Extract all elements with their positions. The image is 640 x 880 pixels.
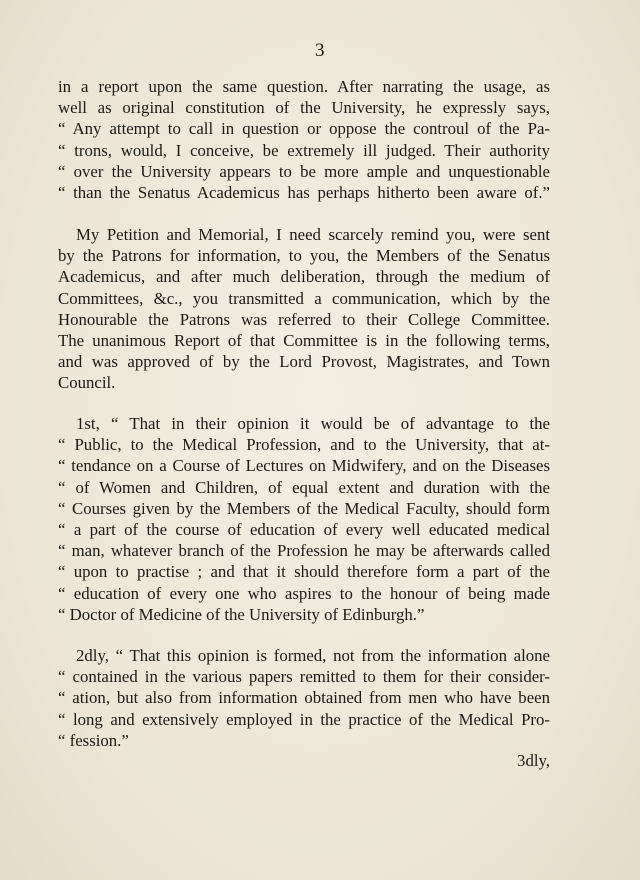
- text-line: “ long and extensively employed in the practice of the Medical Pro-: [58, 709, 550, 729]
- text-line: “ Any attempt to call in question or oppose the controul of the Pa-: [58, 119, 550, 139]
- text-line: My Petition and Memorial, I need scarcely remind you, were sent: [76, 225, 550, 244]
- text-line: “ trons, would, I conceive, be extremely ill judged. Their authority: [58, 140, 550, 160]
- text-line: “ Courses given by the Members of the Medical Faculty, should form: [58, 498, 550, 518]
- text-line: “ a part of the course of education of every well educated medical: [58, 519, 550, 539]
- text-line: 1st, “ That in their opinion it would be of advantage to the: [76, 414, 550, 433]
- text-line: “ fession.”: [58, 730, 129, 750]
- catchword: [58, 750, 550, 771]
- text-line: The unanimous Report of that Committee is in the following terms,: [58, 330, 550, 350]
- text-line: “ ation, but also from information obtained from men who have been: [58, 688, 550, 708]
- text-line: in a report upon the same question. After narrating the usage, as: [58, 77, 550, 96]
- catchword-text: 3dly,: [517, 751, 550, 770]
- text-line: Academicus, and after much deliberation, through the medium of: [58, 267, 550, 287]
- text-line: “ contained in the various papers remitted to them for their consider-: [58, 667, 550, 687]
- paragraph-report-quote: [58, 76, 550, 203]
- text-line: “ of Women and Children, of equal extent and duration with the: [58, 477, 550, 497]
- text-line: 2dly, “ That this opinion is formed, not from the information alone: [76, 646, 550, 665]
- text-line: “ Public, to the Medical Profession, and to the University, that at-: [58, 435, 550, 455]
- text-line: by the Patrons for information, to you, the Members of the Senatus: [58, 246, 550, 266]
- text-line: “ upon to practise ; and that it should therefore form a part of the: [58, 562, 550, 582]
- text-line: “ over the University appears to be more ample and unquestionable: [58, 161, 550, 181]
- text-line: Council.: [58, 373, 116, 393]
- text-line: “ Doctor of Medicine of the University of Edinburgh.”: [58, 604, 425, 624]
- text-line: “ tendance on a Course of Lectures on Midwifery, and on the Diseases: [58, 456, 550, 476]
- text-line: Committees, &c., you transmitted a communication, which by the: [58, 288, 550, 308]
- paragraph-first-resolution: [58, 413, 550, 625]
- text-line: Honourable the Patrons was referred to their College Committee.: [58, 309, 550, 329]
- text-line: “ man, whatever branch of the Profession he may be afterwards called: [58, 541, 550, 561]
- text-line: well as original constitution of the University, he expressly says,: [58, 98, 550, 118]
- text-line: and was approved of by the Lord Provost, Magistrates, and Town: [58, 352, 550, 372]
- text-line: “ than the Senatus Academicus has perhaps hitherto been aware of.”: [58, 182, 550, 202]
- page-number: 3: [315, 40, 325, 61]
- paragraph-petition: [58, 224, 550, 394]
- text-line: “ education of every one who aspires to the honour of being made: [58, 583, 550, 603]
- paragraph-second-resolution: [58, 645, 550, 751]
